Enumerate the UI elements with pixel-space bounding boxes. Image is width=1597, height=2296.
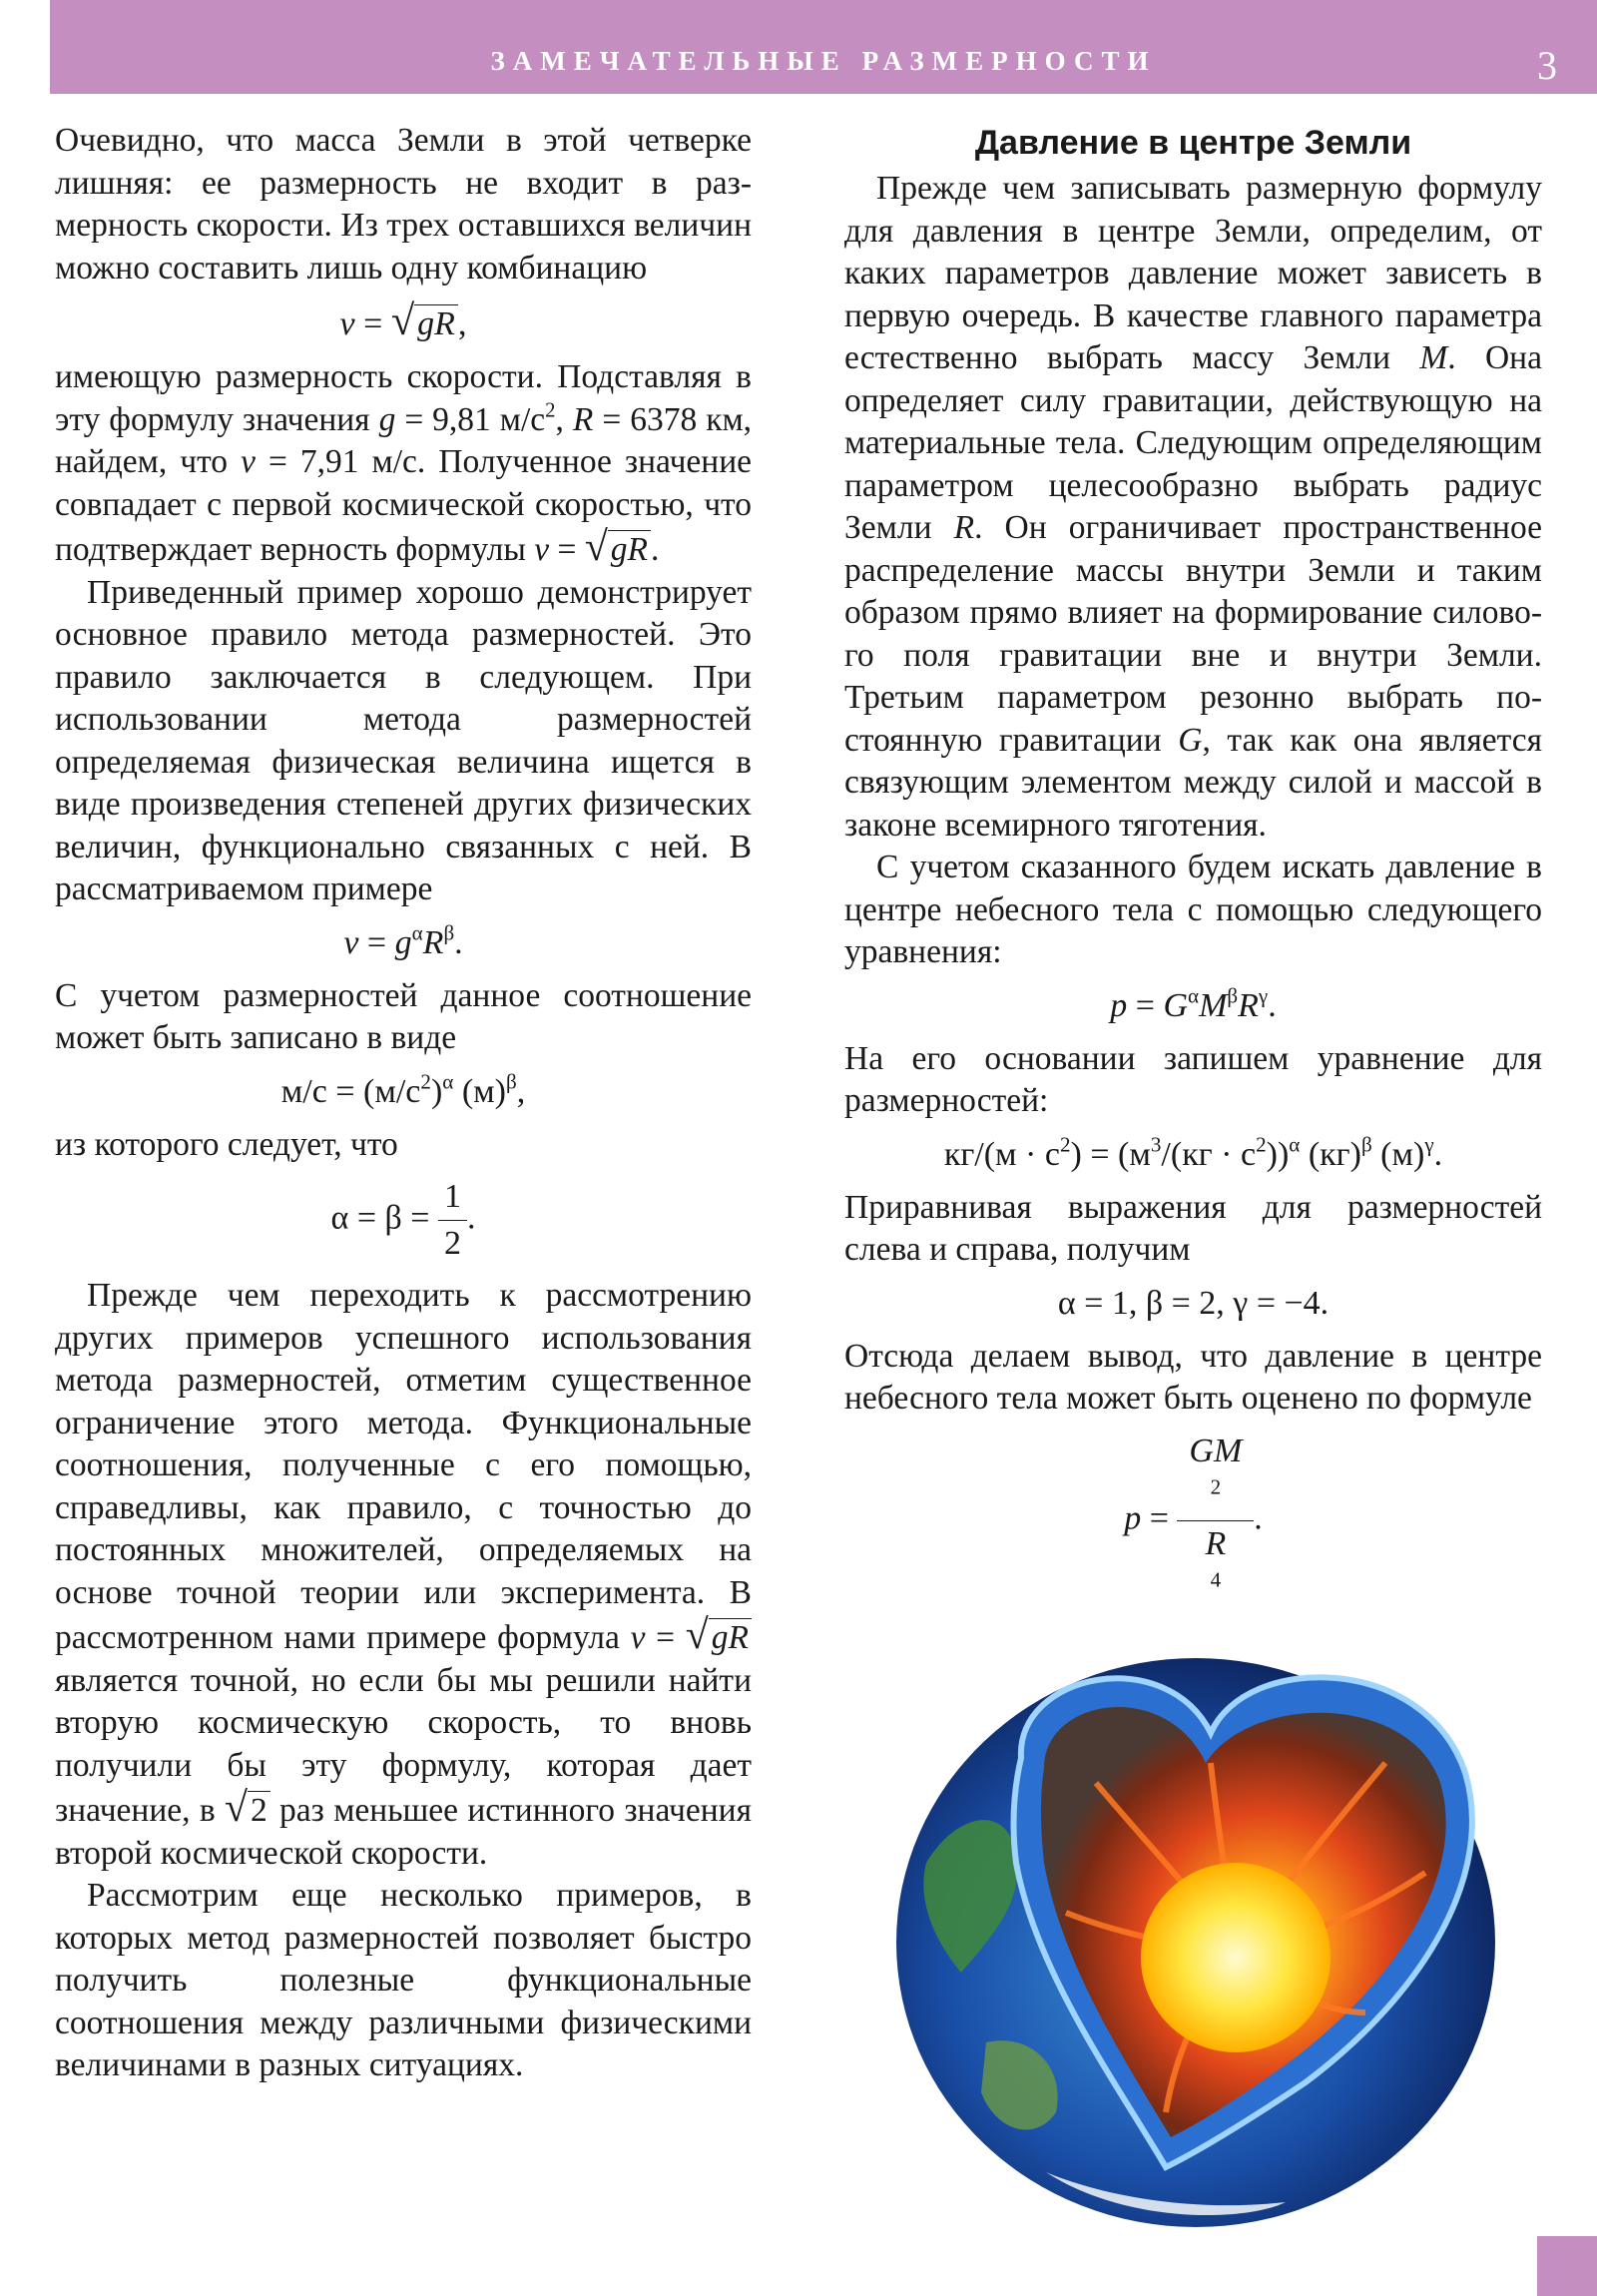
right-column xyxy=(844,120,1542,1621)
paragraph: Рассмотрим еще несколько примеров, в которых метод размерностей позволяет быстро получить полезные функциональные соотношения между различными физическими величинами в разных ситуациях. xyxy=(55,1877,752,2083)
paragraph: из которого следует, что xyxy=(55,1125,398,1163)
page-corner-tab xyxy=(1537,2236,1597,2296)
paragraph: имеющую размерность скорости. Подставляя в эту формулу значения g = 9,81 $м/с^2$, R = 6378 км, найдем, что v = 7,91 м/с. Полученное значение совпадает с первой космической скоростью, что подтверждает верность формулы v = √gR. xyxy=(55,358,753,570)
earth-heart-svg xyxy=(866,1613,1545,2232)
running-title: ЗАМЕЧАТЕЛЬНЫЕ РАЗМЕРНОСТИ xyxy=(490,46,1157,76)
left-column xyxy=(55,120,752,2087)
paragraph: С учетом размерностей данное соотношение может быть записано в виде xyxy=(55,976,752,1056)
equation-pressure-dimensions: $кг/(м \cdot с^2) = (м^3/(кг \cdot с^2))^\alpha$ (кг)$^\beta$ $(м)^\gamma$. xyxy=(943,1131,1443,1173)
paragraph: Приравнивая выражения для размерностей слева и справа, получим xyxy=(844,1188,1542,1268)
equation-pressure-power: $p = G^\alpha M^\beta R^\gamma$. xyxy=(1110,982,1277,1024)
equation-pressure-formula: p = GM $^2$ R $^4$ . xyxy=(844,1429,1542,1613)
section-title: Давление в центре Земли xyxy=(974,124,1412,162)
paragraph: Прежде чем переходить к рассмотрению других примеров успешного использования метода размерностей, отметим существенное ограничение этого метода. Функциональные соотношения, полученные с его помощью, справедливы, как правило, с точностью до постоянных множителей, определяемых на основе точной теории или эксперимента. В рассмотренном нами примере формула v = √gR является точной, но если бы мы решили найти вторую космическую скорость, то вновь получили бы эту формулу, которая дает значение, в √2 раз меньшее истинного значения второй космической скорости. xyxy=(55,1277,752,1872)
equation-dimensions: $м/с = (м/с^2)^\alpha$ $(м)^\beta$, xyxy=(280,1068,526,1110)
equation-alpha-beta: α = β = $\frac{1}{2}$ . xyxy=(55,1174,752,1267)
earth-heart-illustration xyxy=(866,1613,1545,2232)
page-header xyxy=(50,0,1597,94)
equation-v-power: $v = g^\alpha R^\beta$. xyxy=(343,919,463,961)
page-number: 3 xyxy=(1537,43,1557,88)
paragraph: Очевидно, что масса Земли в этой четверке лишняя: ее размерность не входит в размерность скорости. Из трех оставшихся величин можно составить лишь одну комбинацию xyxy=(55,122,752,287)
equation-solution: α = 1, β = 2, γ = −4. xyxy=(1057,1284,1330,1322)
paragraph: Отсюда делаем вывод, что давление в центре небесного тела может быть оценено по формуле xyxy=(844,1337,1542,1417)
paragraph: Приведенный пример хорошо демонстрирует основное правило метода размерностей. Это правило заключается в следующем. При использовании метода размерностей определяемая физическая величина ищется в виде произведения степеней других физических величин, функционально связанных с ней. В рассматриваемом примере xyxy=(55,573,752,907)
inner-core xyxy=(1141,1863,1331,2052)
paragraph: Прежде чем записывать размерную формулу для давления в центре Земли, определим, от каких параметров давление может зависеть в первую очередь. В качестве главного параметра естественно выбрать массу Земли M. Она определяет силу гравитации, действующую на материальные тела. Следующим определяющим параметром целесообразно выбрать радиус Земли R. Он ограничивает пространственное распределение массы внутри Земли и таким образом прямо влияет на формирование силового поля гравитации вне и внутри Земли. Третьим параметром резонно выбрать постоянную гравитации G, так как она является связующим элементом между силой и массой в законе всемирного тяготения. xyxy=(844,170,1543,844)
paragraph: На его основании запишем уравнение для размерностей: xyxy=(844,1039,1542,1119)
equation-v-sqrt-gR: v = √gR, xyxy=(339,297,467,344)
paragraph: С учетом сказанного будем искать давление в центре небесного тела с помощью следующего уравнения: xyxy=(844,849,1542,970)
